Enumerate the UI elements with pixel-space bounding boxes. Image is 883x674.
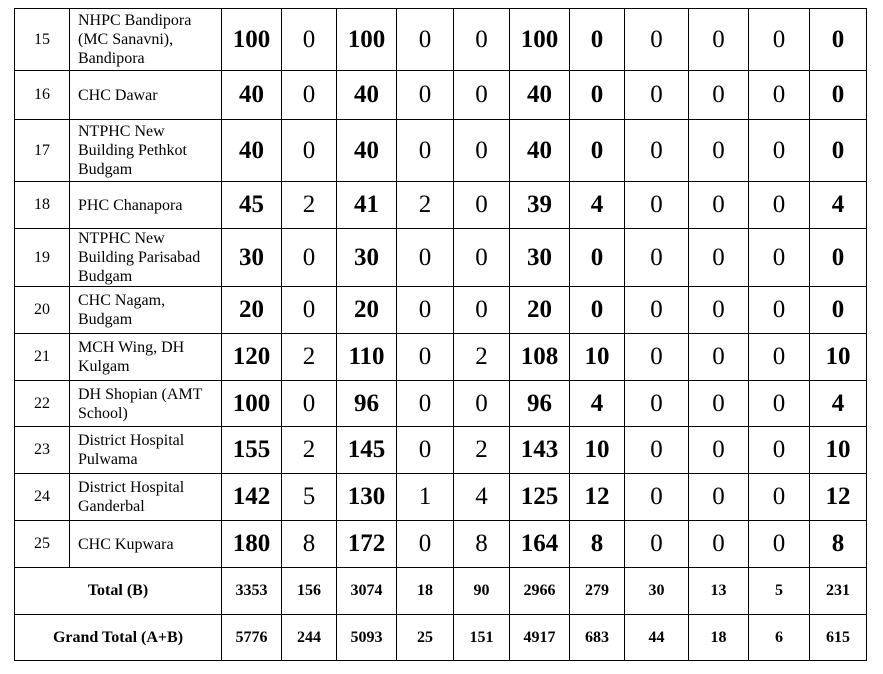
total-label: Grand Total (A+B) (15, 615, 222, 661)
table-row (15, 427, 867, 474)
value-cell: 0 (397, 427, 454, 474)
value-cell: 20 (222, 287, 282, 334)
table-row (15, 521, 867, 568)
total-value-cell: 25 (397, 615, 454, 661)
value-cell: 2 (454, 427, 510, 474)
value-cell: 0 (397, 381, 454, 427)
value-cell: 130 (337, 474, 397, 521)
value-cell: 125 (510, 474, 570, 521)
value-cell: 4 (454, 474, 510, 521)
value-cell: 0 (749, 182, 810, 229)
value-cell: 39 (510, 182, 570, 229)
facility-name-cell: DH Shopian (AMT School) (70, 381, 222, 427)
total-value-cell: 151 (454, 615, 510, 661)
value-cell: 40 (222, 120, 282, 182)
value-cell: 40 (222, 71, 282, 120)
value-cell: 0 (689, 474, 749, 521)
serial-number-cell: 16 (15, 71, 70, 120)
total-value-cell: 279 (570, 568, 625, 615)
value-cell: 4 (810, 182, 867, 229)
value-cell: 10 (570, 334, 625, 381)
value-cell: 142 (222, 474, 282, 521)
total-value-cell: 6 (749, 615, 810, 661)
facility-name-cell: NTPHC New Building Pethkot Budgam (70, 120, 222, 182)
serial-number-cell: 18 (15, 182, 70, 229)
value-cell: 0 (570, 9, 625, 71)
value-cell: 12 (570, 474, 625, 521)
serial-number-cell: 23 (15, 427, 70, 474)
facility-name-cell: PHC Chanapora (70, 182, 222, 229)
facility-name-cell: District Hospital Ganderbal (70, 474, 222, 521)
facility-name-cell: NHPC Bandipora (MC Sanavni), Bandipora (70, 9, 222, 71)
total-value-cell: 683 (570, 615, 625, 661)
total-value-cell: 90 (454, 568, 510, 615)
total-value-cell: 615 (810, 615, 867, 661)
value-cell: 5 (282, 474, 337, 521)
value-cell: 96 (337, 381, 397, 427)
facility-name-cell: MCH Wing, DH Kulgam (70, 334, 222, 381)
total-value-cell: 30 (625, 568, 689, 615)
value-cell: 0 (810, 229, 867, 287)
value-cell: 1 (397, 474, 454, 521)
facility-name-cell: NTPHC New Building Parisabad Budgam (70, 229, 222, 287)
table-row (15, 9, 867, 71)
value-cell: 100 (337, 9, 397, 71)
value-cell: 0 (689, 427, 749, 474)
value-cell: 0 (397, 287, 454, 334)
value-cell: 0 (749, 9, 810, 71)
value-cell: 8 (282, 521, 337, 568)
value-cell: 0 (749, 521, 810, 568)
value-cell: 40 (510, 120, 570, 182)
total-value-cell: 5776 (222, 615, 282, 661)
value-cell: 0 (454, 71, 510, 120)
value-cell: 0 (397, 334, 454, 381)
value-cell: 10 (810, 334, 867, 381)
value-cell: 8 (810, 521, 867, 568)
value-cell: 0 (625, 381, 689, 427)
value-cell: 0 (749, 287, 810, 334)
value-cell: 110 (337, 334, 397, 381)
value-cell: 40 (337, 71, 397, 120)
value-cell: 0 (625, 287, 689, 334)
value-cell: 0 (282, 9, 337, 71)
table-row (15, 71, 867, 120)
value-cell: 100 (222, 381, 282, 427)
value-cell: 0 (689, 9, 749, 71)
value-cell: 0 (810, 120, 867, 182)
value-cell: 0 (397, 229, 454, 287)
value-cell: 0 (689, 521, 749, 568)
value-cell: 0 (397, 71, 454, 120)
value-cell: 0 (749, 71, 810, 120)
total-value-cell: 18 (689, 615, 749, 661)
value-cell: 0 (625, 9, 689, 71)
value-cell: 0 (625, 71, 689, 120)
table-row (15, 381, 867, 427)
total-value-cell: 244 (282, 615, 337, 661)
facility-name-cell: CHC Nagam, Budgam (70, 287, 222, 334)
value-cell: 2 (397, 182, 454, 229)
total-value-cell: 5 (749, 568, 810, 615)
value-cell: 0 (570, 229, 625, 287)
table-row (15, 334, 867, 381)
value-cell: 40 (337, 120, 397, 182)
value-cell: 4 (810, 381, 867, 427)
value-cell: 0 (282, 229, 337, 287)
serial-number-cell: 22 (15, 381, 70, 427)
value-cell: 0 (454, 381, 510, 427)
value-cell: 0 (689, 229, 749, 287)
value-cell: 0 (570, 71, 625, 120)
value-cell: 2 (282, 427, 337, 474)
table-row (15, 287, 867, 334)
value-cell: 8 (454, 521, 510, 568)
value-cell: 0 (689, 287, 749, 334)
value-cell: 143 (510, 427, 570, 474)
value-cell: 0 (570, 120, 625, 182)
value-cell: 2 (282, 334, 337, 381)
value-cell: 0 (625, 229, 689, 287)
total-value-cell: 44 (625, 615, 689, 661)
table-row (15, 229, 867, 287)
value-cell: 0 (625, 120, 689, 182)
value-cell: 41 (337, 182, 397, 229)
value-cell: 0 (810, 71, 867, 120)
value-cell: 45 (222, 182, 282, 229)
value-cell: 2 (282, 182, 337, 229)
total-value-cell: 3353 (222, 568, 282, 615)
value-cell: 12 (810, 474, 867, 521)
facility-name-cell: CHC Kupwara (70, 521, 222, 568)
table-row (15, 182, 867, 229)
value-cell: 0 (749, 334, 810, 381)
value-cell: 180 (222, 521, 282, 568)
value-cell: 0 (454, 182, 510, 229)
serial-number-cell: 20 (15, 287, 70, 334)
total-value-cell: 4917 (510, 615, 570, 661)
facility-name-cell: District Hospital Pulwama (70, 427, 222, 474)
value-cell: 0 (397, 521, 454, 568)
value-cell: 172 (337, 521, 397, 568)
value-cell: 0 (625, 521, 689, 568)
value-cell: 30 (337, 229, 397, 287)
total-value-cell: 18 (397, 568, 454, 615)
serial-number-cell: 21 (15, 334, 70, 381)
value-cell: 120 (222, 334, 282, 381)
value-cell: 0 (397, 9, 454, 71)
value-cell: 100 (510, 9, 570, 71)
serial-number-cell: 24 (15, 474, 70, 521)
total-row (15, 615, 867, 661)
value-cell: 4 (570, 381, 625, 427)
value-cell: 0 (689, 120, 749, 182)
total-label: Total (B) (15, 568, 222, 615)
value-cell: 0 (749, 229, 810, 287)
value-cell: 0 (749, 474, 810, 521)
value-cell: 0 (282, 71, 337, 120)
value-cell: 30 (222, 229, 282, 287)
serial-number-cell: 17 (15, 120, 70, 182)
value-cell: 0 (397, 120, 454, 182)
value-cell: 0 (454, 287, 510, 334)
facility-name-cell: CHC Dawar (70, 71, 222, 120)
value-cell: 0 (810, 9, 867, 71)
value-cell: 0 (454, 120, 510, 182)
serial-number-cell: 25 (15, 521, 70, 568)
value-cell: 0 (749, 381, 810, 427)
value-cell: 0 (689, 182, 749, 229)
total-value-cell: 3074 (337, 568, 397, 615)
value-cell: 0 (749, 120, 810, 182)
value-cell: 0 (810, 287, 867, 334)
value-cell: 0 (282, 120, 337, 182)
data-table (14, 8, 867, 661)
total-value-cell: 156 (282, 568, 337, 615)
value-cell: 0 (625, 334, 689, 381)
table-row (15, 474, 867, 521)
value-cell: 0 (625, 474, 689, 521)
serial-number-cell: 19 (15, 229, 70, 287)
value-cell: 40 (510, 71, 570, 120)
value-cell: 30 (510, 229, 570, 287)
value-cell: 20 (337, 287, 397, 334)
value-cell: 10 (810, 427, 867, 474)
value-cell: 0 (454, 229, 510, 287)
value-cell: 0 (689, 334, 749, 381)
value-cell: 0 (454, 9, 510, 71)
value-cell: 4 (570, 182, 625, 229)
value-cell: 100 (222, 9, 282, 71)
serial-number-cell: 15 (15, 9, 70, 71)
value-cell: 0 (282, 287, 337, 334)
table-body (15, 9, 867, 661)
value-cell: 145 (337, 427, 397, 474)
value-cell: 0 (570, 287, 625, 334)
value-cell: 155 (222, 427, 282, 474)
value-cell: 0 (625, 182, 689, 229)
value-cell: 20 (510, 287, 570, 334)
total-value-cell: 13 (689, 568, 749, 615)
value-cell: 10 (570, 427, 625, 474)
value-cell: 0 (282, 381, 337, 427)
value-cell: 0 (749, 427, 810, 474)
table-row (15, 120, 867, 182)
value-cell: 164 (510, 521, 570, 568)
value-cell: 96 (510, 381, 570, 427)
value-cell: 108 (510, 334, 570, 381)
total-value-cell: 2966 (510, 568, 570, 615)
value-cell: 0 (625, 427, 689, 474)
total-value-cell: 5093 (337, 615, 397, 661)
value-cell: 2 (454, 334, 510, 381)
value-cell: 0 (689, 71, 749, 120)
total-value-cell: 231 (810, 568, 867, 615)
total-row (15, 568, 867, 615)
value-cell: 8 (570, 521, 625, 568)
value-cell: 0 (689, 381, 749, 427)
